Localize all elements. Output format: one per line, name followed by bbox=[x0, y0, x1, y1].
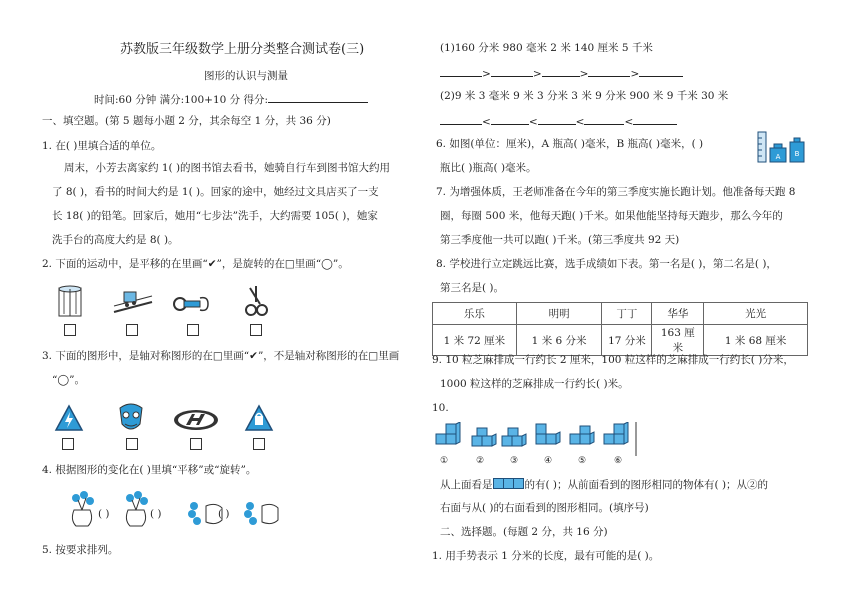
q3-line-2: “◯”。 bbox=[52, 374, 85, 386]
table-cell: 1 米 6 分米 bbox=[516, 325, 602, 356]
score-blank[interactable] bbox=[268, 92, 368, 103]
gt-sign: > bbox=[482, 68, 491, 80]
blank[interactable] bbox=[491, 114, 529, 125]
cube-stacks-figure bbox=[434, 422, 640, 456]
lt-sign: < bbox=[528, 116, 538, 128]
table-cell: 1 米 72 厘米 bbox=[433, 325, 517, 356]
page-title: 苏教版三年级数学上册分类整合测试卷(三) bbox=[120, 42, 365, 57]
exam-info-text: 时间:60 分钟 满分:100+10 分 得分: bbox=[94, 94, 269, 106]
figure-label: ⑥ bbox=[614, 456, 623, 466]
q1-line-3: 了 8( )，看书的时间大约是 1( )。回家的途中，她经过文具店买了一支 bbox=[52, 186, 379, 198]
blank[interactable] bbox=[440, 114, 482, 125]
train-track-icon bbox=[112, 288, 154, 316]
q1-line-5: 洗手台的高度大约是 8( )。 bbox=[52, 234, 179, 246]
answer-box[interactable] bbox=[126, 438, 138, 450]
choice-q1: 1. 用手势表示 1 分米的长度，最有可能的是( )。 bbox=[432, 550, 660, 562]
bottle-a-label: A bbox=[775, 153, 781, 161]
q5-2-blanks bbox=[440, 114, 677, 129]
warning-sign-icon bbox=[244, 404, 274, 432]
lt-sign: < bbox=[482, 116, 491, 128]
gt-sign: > bbox=[579, 68, 589, 80]
table-header-cell: 明明 bbox=[516, 303, 602, 325]
wrench-icon bbox=[172, 292, 212, 316]
q7-line-3: 第三季度他一共可以跑( )千米。(第三季度共 92 天) bbox=[440, 234, 680, 246]
answer-box[interactable] bbox=[64, 324, 76, 336]
q9-line-2: 1000 粒这样的芝麻排成一行约长( )米。 bbox=[440, 378, 629, 390]
bottle-b-label: B bbox=[794, 150, 800, 158]
table-header-cell: 丁丁 bbox=[602, 303, 652, 325]
q1-line-2: 周末，小芳去离家约 1( )的图书馆去看书，她骑自行车到图书馆大约用 bbox=[64, 162, 391, 174]
blank[interactable] bbox=[538, 114, 576, 125]
q5-text: 5. 按要求排列。 bbox=[42, 544, 119, 556]
q2-text: 2. 下面的运动中，是平移的在里画“✔”，是旋转的在□里画“◯”。 bbox=[42, 258, 349, 270]
hyundai-logo-icon bbox=[172, 408, 220, 432]
q10-line-2: 右面与从( )的右面看到的图形相同。(填序号) bbox=[440, 502, 649, 514]
q5-1-text: (1)160 分米 980 毫米 2 米 140 厘米 5 千米 bbox=[440, 42, 653, 54]
figure-label: ④ bbox=[544, 456, 553, 466]
q8-line-1: 8. 学校进行立定跳远比赛，选手成绩如下表。第一名是( )，第二名是( )， bbox=[436, 258, 777, 270]
answer-box[interactable] bbox=[253, 438, 265, 450]
flower-vase-rotated-icon bbox=[244, 496, 282, 530]
figure-label: ⑤ bbox=[578, 456, 587, 466]
q10-number: 10. bbox=[432, 402, 449, 414]
figure-label: ③ bbox=[510, 456, 519, 466]
q10-text-a: 从上面看是 bbox=[440, 479, 493, 491]
q6-line-1: 6. 如图(单位：厘米)，A 瓶高( )毫米，B 瓶高( )毫米，( ) bbox=[436, 138, 704, 150]
three-squares-icon bbox=[493, 478, 525, 489]
blank[interactable] bbox=[639, 66, 683, 77]
answer-box[interactable] bbox=[126, 324, 138, 336]
q4-text: 4. 根据图形的变化在( )里填“平移”或“旋转”。 bbox=[42, 464, 257, 476]
q5-1-blanks bbox=[440, 66, 683, 81]
blank[interactable] bbox=[633, 114, 677, 125]
blank[interactable] bbox=[440, 66, 482, 77]
section-2-heading: 二、选择题。(每题 2 分，共 16 分) bbox=[440, 526, 608, 538]
exam-info bbox=[94, 92, 368, 107]
blank[interactable] bbox=[584, 114, 624, 125]
high-voltage-sign-icon bbox=[54, 404, 84, 432]
opera-mask-icon bbox=[114, 402, 148, 434]
q6-line-2: 瓶比( )瓶高( )毫米。 bbox=[440, 162, 537, 174]
q7-line-1: 7. 为增强体质，王老师准备在今年的第三季度实施长跑计划。他准备每天跑 8 bbox=[436, 186, 796, 198]
flower-vase-icon bbox=[118, 490, 154, 528]
answer-box[interactable] bbox=[62, 438, 74, 450]
section-1-heading: 一、填空题。(第 5 题每小题 2 分，其余每空 1 分，共 36 分) bbox=[42, 115, 331, 127]
q5-2-text: (2)9 米 3 毫米 9 米 3 分米 3 米 9 分米 900 米 9 千米 30 米 bbox=[440, 90, 729, 102]
bottles-ruler-figure bbox=[756, 130, 808, 164]
table-cell: 17 分米 bbox=[602, 325, 652, 356]
answer-box[interactable] bbox=[250, 324, 262, 336]
figure-label: ① bbox=[440, 456, 449, 466]
table-row bbox=[433, 325, 808, 356]
q4-paren-1[interactable]: ( ) bbox=[98, 508, 110, 520]
q8-line-2: 第三名是( )。 bbox=[440, 282, 505, 294]
q9-line-1: 9. 10 粒芝麻排成一行约长 2 厘米，100 粒这样的芝麻排成一行约长( )分米， bbox=[432, 354, 794, 366]
revolving-door-icon bbox=[56, 284, 84, 320]
gt-sign: > bbox=[532, 68, 542, 80]
table-cell: 1 米 68 厘米 bbox=[704, 325, 808, 356]
blank[interactable] bbox=[588, 66, 630, 77]
table-header-cell: 华华 bbox=[652, 303, 704, 325]
figure-label: ② bbox=[476, 456, 485, 466]
scissors-icon bbox=[242, 284, 270, 322]
table-row bbox=[433, 303, 808, 325]
results-table bbox=[432, 302, 808, 356]
q10-text-b: 的有( )；从前面看到的图形相同的物体有( )；从②的 bbox=[524, 479, 769, 491]
lt-sign: < bbox=[624, 116, 634, 128]
q4-paren-3[interactable]: ( ) bbox=[218, 508, 230, 520]
table-header-cell: 光光 bbox=[704, 303, 808, 325]
q7-line-2: 圈，每圈 500 米，他每天跑( )千米。如果他能坚持每天跑步，那么今年的 bbox=[440, 210, 783, 222]
q1-line-4: 长 18( )的铅笔。回家后，她用“七步法”洗手，大约需要 105( )，她家 bbox=[52, 210, 378, 222]
lt-sign: < bbox=[575, 116, 585, 128]
blank[interactable] bbox=[491, 66, 533, 77]
q10-line-1 bbox=[440, 478, 768, 492]
table-header-cell: 乐乐 bbox=[433, 303, 517, 325]
q3-line-1: 3. 下面的图形中，是轴对称图形的在□里画“✔”，不是轴对称图形的在□里画 bbox=[42, 350, 400, 362]
blank[interactable] bbox=[542, 66, 580, 77]
gt-sign: > bbox=[630, 68, 640, 80]
page-subtitle: 图形的认识与测量 bbox=[204, 70, 288, 82]
answer-box[interactable] bbox=[190, 438, 202, 450]
q10-labels bbox=[440, 456, 622, 467]
flower-vase-icon bbox=[64, 490, 100, 528]
q4-paren-2[interactable]: ( ) bbox=[150, 508, 162, 520]
answer-box[interactable] bbox=[187, 324, 199, 336]
table-cell: 163 厘米 bbox=[652, 325, 704, 356]
q1-line-1: 1. 在( )里填合适的单位。 bbox=[42, 140, 162, 152]
